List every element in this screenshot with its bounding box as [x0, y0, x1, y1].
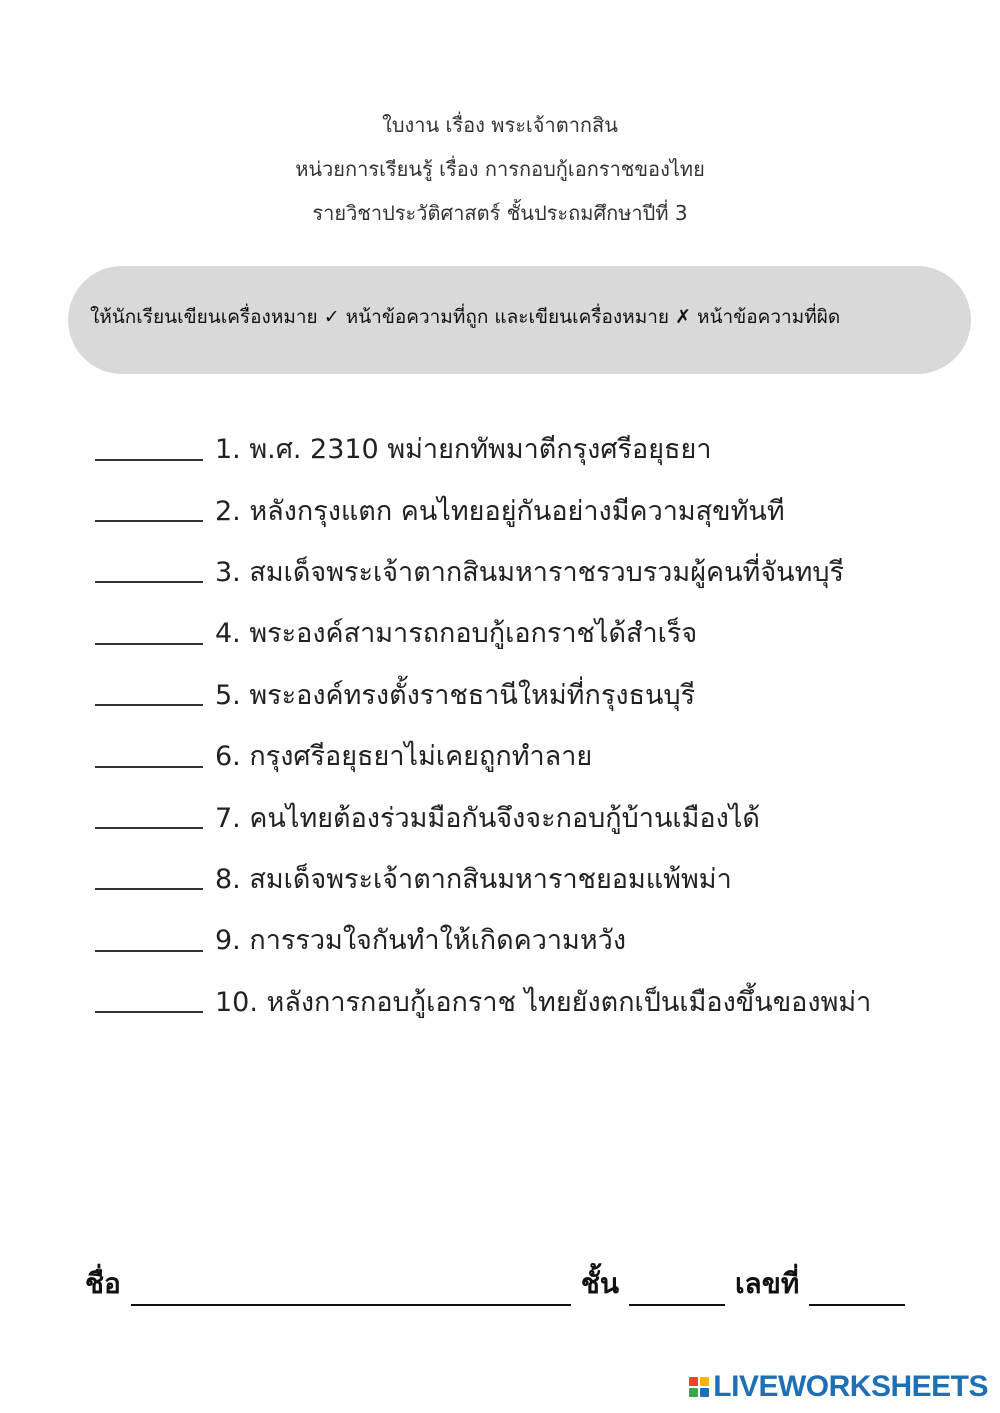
- question-text: 7. คนไทยต้องร่วมมือกันจึงจะกอบกู้บ้านเมืองได้: [215, 802, 760, 834]
- question-text: 9. การรวมใจกันทำให้เกิดความหวัง: [215, 925, 626, 957]
- question-item: [95, 971, 871, 1032]
- name-label: ชื่อ: [85, 1267, 121, 1300]
- question-item: [95, 664, 871, 725]
- question-item: [95, 602, 871, 663]
- question-text: 10. หลังการกอบกู้เอกราช ไทยยังตกเป็นเมืองขึ้นของพม่า: [215, 986, 872, 1018]
- answer-blank[interactable]: [95, 801, 203, 829]
- question-text: 1. พ.ศ. 2310 พม่ายกทัพมาตีกรุงศรีอยุธยา: [215, 434, 712, 466]
- answer-blank[interactable]: [95, 494, 203, 522]
- number-label: เลขที่: [734, 1267, 800, 1300]
- class-label: ชั้น: [580, 1267, 619, 1300]
- answer-blank[interactable]: [95, 740, 203, 768]
- brand-name: LIVEWORKSHEETS: [713, 1370, 988, 1403]
- liveworksheets-logo: [689, 1370, 988, 1404]
- subject-grade: รายวิชาประวัติศาสตร์ ชั้นประถมศึกษาปีที่ 3: [312, 201, 688, 225]
- worksheet-header: [0, 103, 1000, 235]
- class-field[interactable]: [629, 1268, 725, 1306]
- logo-square: [689, 1377, 698, 1386]
- instruction-box: [68, 266, 971, 374]
- logo-square: [700, 1377, 709, 1386]
- question-text: 8. สมเด็จพระเจ้าตากสินมหาราชยอมแพ้พม่า: [215, 863, 732, 895]
- instruction-text: ให้นักเรียนเขียนเครื่องหมาย ✓ หน้าข้อความที่ถูก และเขียนเครื่องหมาย ✗ หน้าข้อความที่ผิด: [90, 306, 841, 328]
- answer-blank[interactable]: [95, 985, 203, 1013]
- learning-unit: หน่วยการเรียนรู้ เรื่อง การกอบกู้เอกราชของไทย: [295, 157, 705, 181]
- name-field[interactable]: [131, 1268, 571, 1306]
- logo-grid-icon: [689, 1377, 709, 1397]
- logo-square: [689, 1388, 698, 1397]
- question-text: 3. สมเด็จพระเจ้าตากสินมหาราชรวบรวมผู้คนที่จันทบุรี: [215, 556, 845, 588]
- question-item: [95, 541, 871, 602]
- student-info: [85, 1262, 915, 1306]
- answer-blank[interactable]: [95, 433, 203, 461]
- answer-blank[interactable]: [95, 555, 203, 583]
- question-item: [95, 418, 871, 479]
- question-text: 4. พระองค์สามารถกอบกู้เอกราชได้สำเร็จ: [215, 618, 698, 650]
- question-item: [95, 479, 871, 540]
- question-text: 5. พระองค์ทรงตั้งราชธานีใหม่ที่กรุงธนบุรี: [215, 679, 696, 711]
- logo-square: [700, 1388, 709, 1397]
- question-item: [95, 848, 871, 909]
- number-field[interactable]: [809, 1268, 905, 1306]
- answer-blank[interactable]: [95, 617, 203, 645]
- answer-blank[interactable]: [95, 678, 203, 706]
- question-item: [95, 725, 871, 786]
- answer-blank[interactable]: [95, 924, 203, 952]
- worksheet-title: ใบงาน เรื่อง พระเจ้าตากสิน: [382, 113, 618, 137]
- answer-blank[interactable]: [95, 862, 203, 890]
- question-list: [95, 418, 871, 1032]
- question-text: 6. กรุงศรีอยุธยาไม่เคยถูกทำลาย: [215, 741, 593, 773]
- question-item: [95, 786, 871, 847]
- question-text: 2. หลังกรุงแตก คนไทยอยู่กันอย่างมีความสุขทันที: [215, 495, 785, 527]
- question-item: [95, 909, 871, 970]
